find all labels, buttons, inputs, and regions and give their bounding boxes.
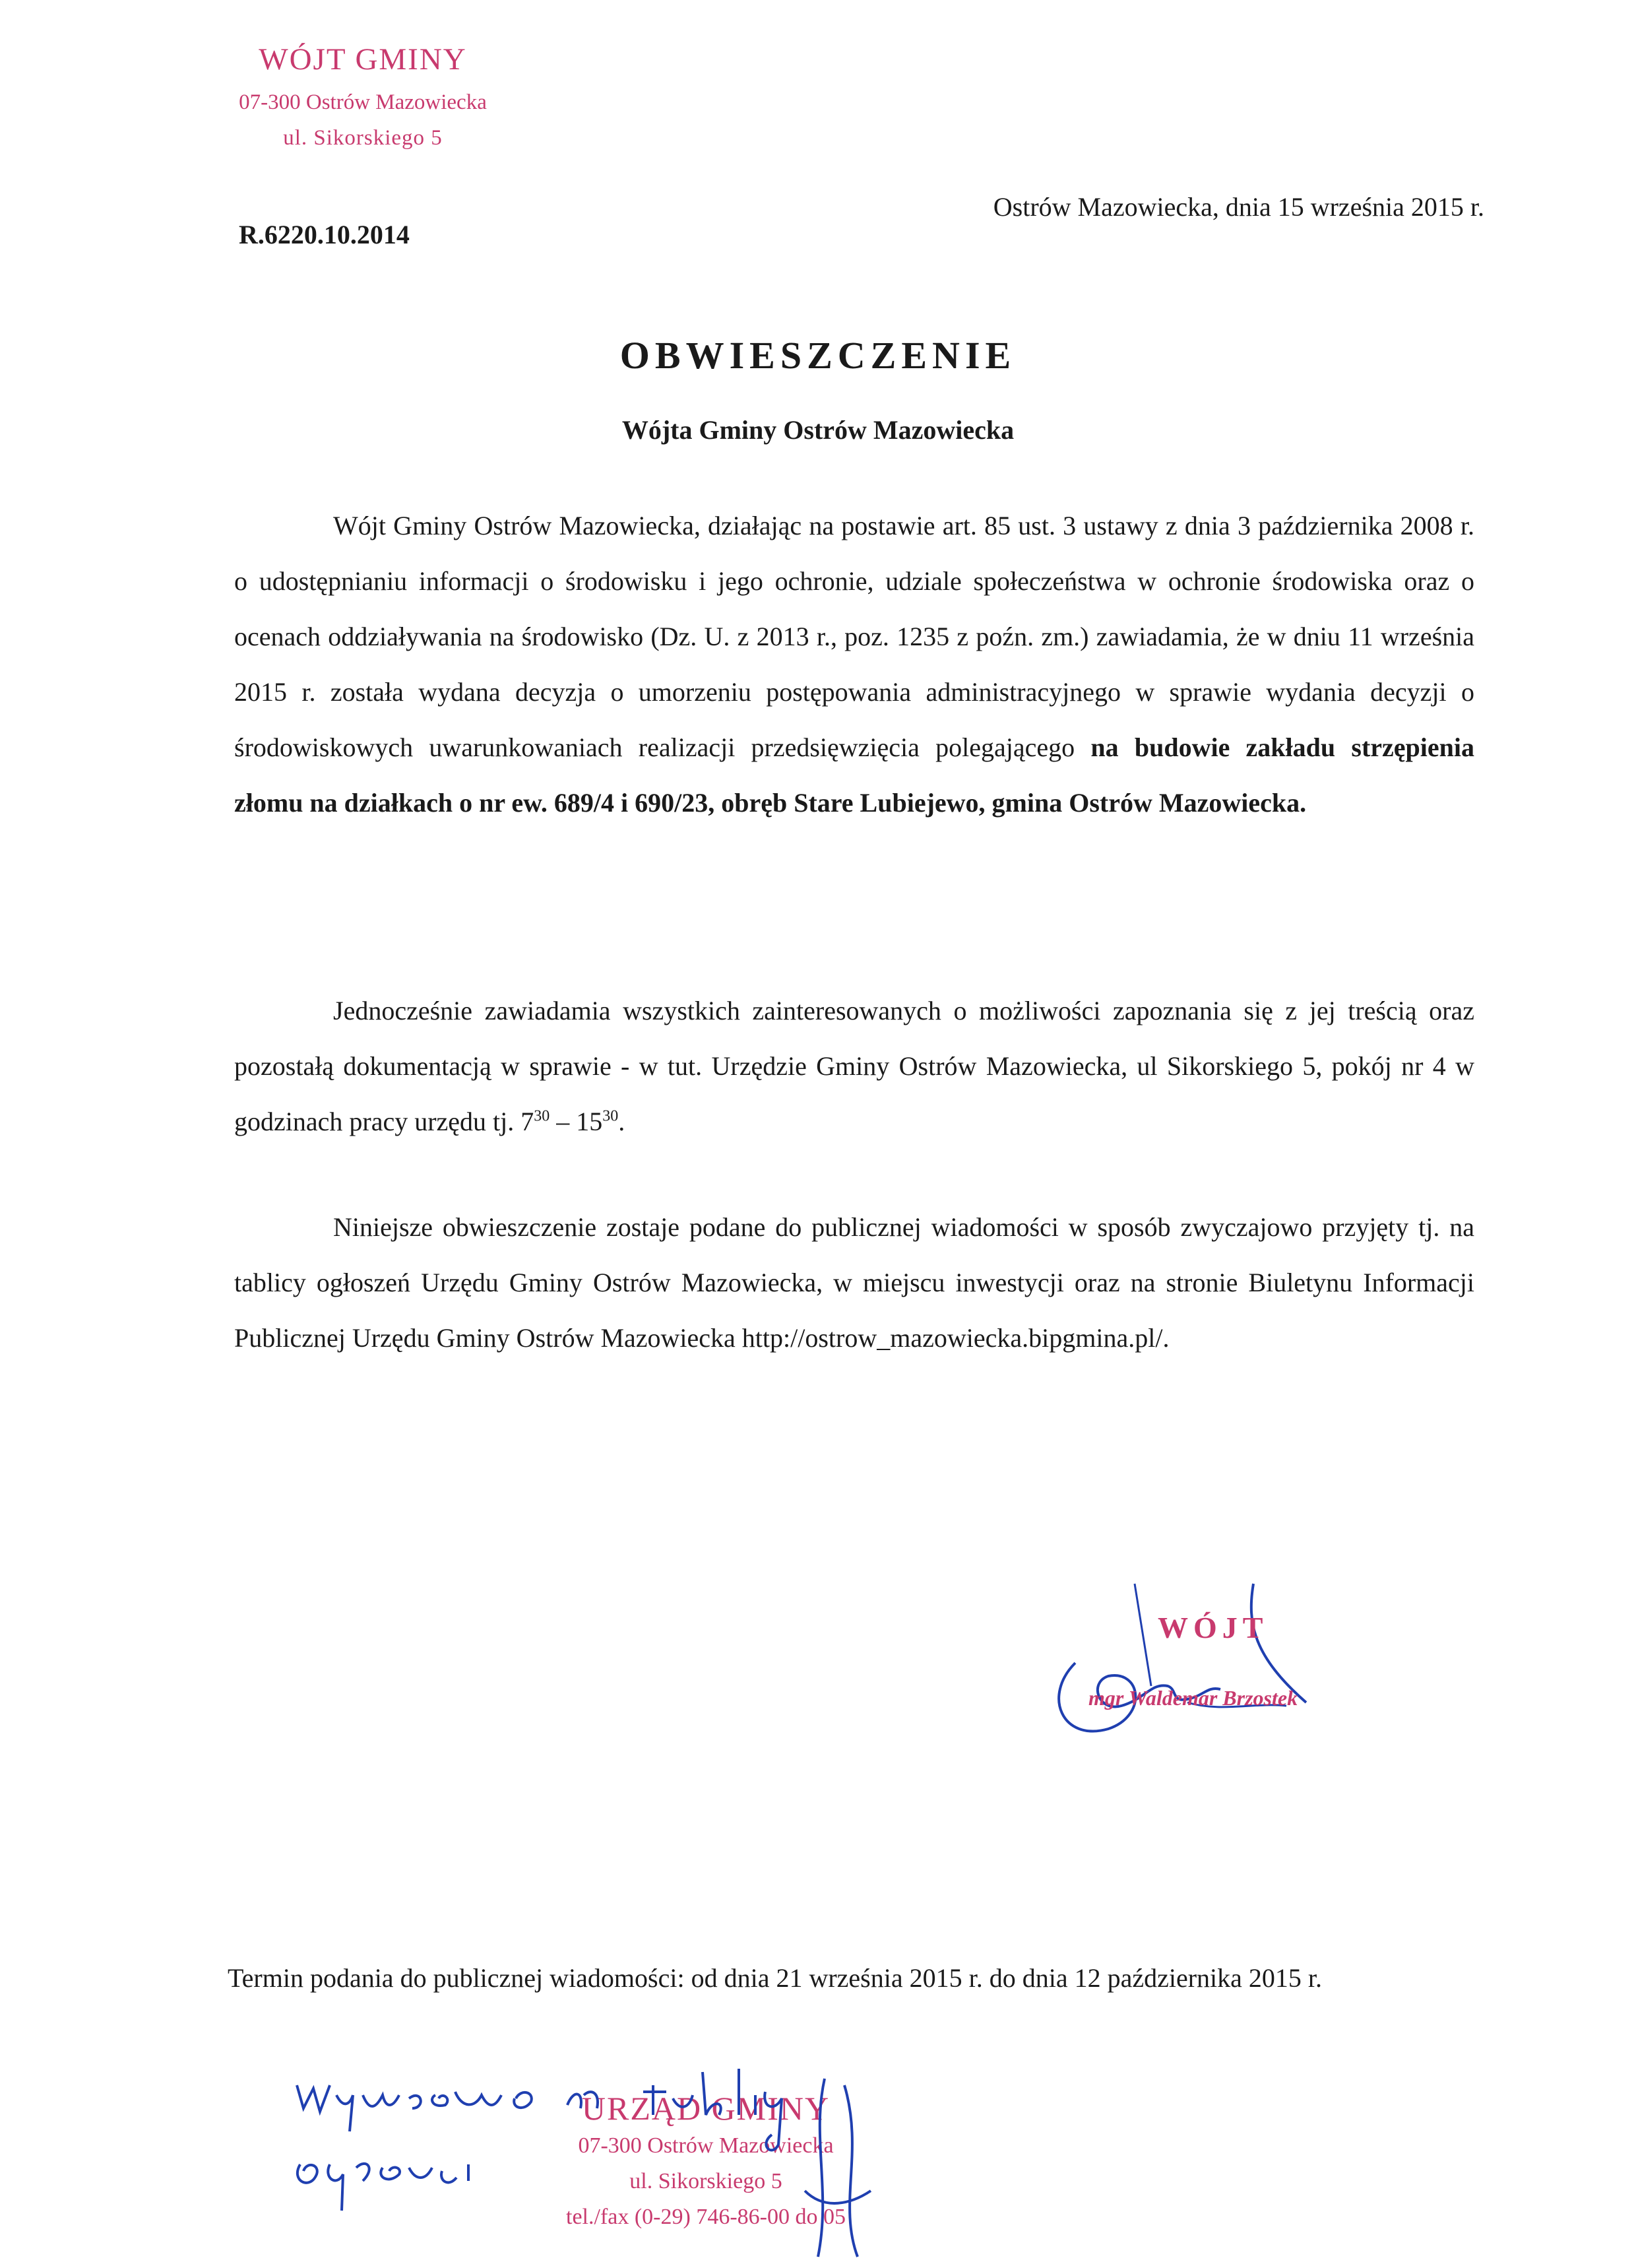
handwritten-signature: [1036, 1571, 1379, 1742]
stamp-street-address: ul. Sikorskiego 5: [283, 126, 443, 150]
paragraph-decision-text: Wójt Gminy Ostrów Mazowiecka, działając na postawie art. 85 ust. 3 ustawy z dnia 3 października 2008 r. o udostępnianiu informacji o środowisku i jego ochronie, udziale społeczeństwa w ochronie środowiska oraz o ocenach oddziaływania na środowisko (Dz. U. z 2013 r., poz. 1235 z poźn. zm.) zawiadamia, że w dniu 11 września 2015 r. została wydana decyzja o umorzeniu postępowania administracyjnego w sprawie wydania decyzji o środowiskowych uwarunkowaniach realizacji przedsięwzięcia polegającego: [234, 511, 1474, 762]
handwritten-note: [284, 2059, 943, 2268]
paragraph-decision: [234, 498, 1474, 831]
paragraph-notice-end: .: [618, 1107, 625, 1136]
hours-separator: – 15: [550, 1107, 603, 1136]
paragraph-publication-text: Niniejsze obwieszczenie zostaje podane do publicznej wiadomości w sposób zwyczajowo przyjęty tj. na tablicy ogłoszeń Urzędu Gminy Ostrów Mazowiecka, w miejscu inwestycji oraz na stronie Biuletynu Informacji Publicznej Urzędu Gminy Ostrów Mazowiecka http://ostrow_mazowiecka.bipgmina.pl/.: [234, 1212, 1474, 1353]
header-stamp: [191, 40, 534, 156]
paragraph-publication: [234, 1200, 1474, 1366]
hours-end-minutes: 30: [602, 1107, 619, 1125]
signature-name: mgr Waldemar Brzostek: [1088, 1686, 1298, 1710]
place-and-date: Ostrów Mazowiecka, dnia 15 września 2015 r.: [993, 192, 1484, 222]
paragraph-notice-text: Jednocześnie zawiadamia wszystkich zainteresowanych o możliwości zapoznania się z jej treścią oraz pozostałą dokumentacją w sprawie - w tut. Urzędzie Gminy Ostrów Mazowiecka, ul Sikorskiego 5, pokój nr 4 w godzinach pracy urzędu tj. 7: [234, 996, 1474, 1136]
office-stamp-phone: tel./fax (0-29) 746-86-00 do 05: [566, 2205, 846, 2229]
office-stamp-title: URZĄD GMINY: [581, 2090, 831, 2127]
paragraph-decision-bold: na budowie zakładu strzępienia złomu na działkach o nr ew. 689/4 i 690/23, obręb Stare Lubiejewo, gmina Ostrów Mazowiecka.: [234, 732, 1474, 818]
stamp-postal-address: 07-300 Ostrów Mazowiecka: [239, 90, 487, 114]
document-title: OBWIESZCZENIE: [619, 334, 1017, 377]
hours-start-minutes: 30: [534, 1107, 550, 1125]
paragraph-notice: [234, 983, 1474, 1150]
reference-number: R.6220.10.2014: [239, 220, 410, 249]
document-subtitle: Wójta Gminy Ostrów Mazowiecka: [621, 415, 1015, 445]
publication-term: Termin podania do publicznej wiadomości: od dnia 21 września 2015 r. do dnia 12 października 2015 r.: [228, 1963, 1323, 1993]
stamp-office-title: WÓJT GMINY: [259, 42, 467, 77]
signature-title: WÓJT: [1158, 1611, 1269, 1644]
office-stamp-postal: 07-300 Ostrów Mazowiecka: [578, 2133, 834, 2158]
office-stamp-street: ul. Sikorskiego 5: [629, 2169, 782, 2193]
